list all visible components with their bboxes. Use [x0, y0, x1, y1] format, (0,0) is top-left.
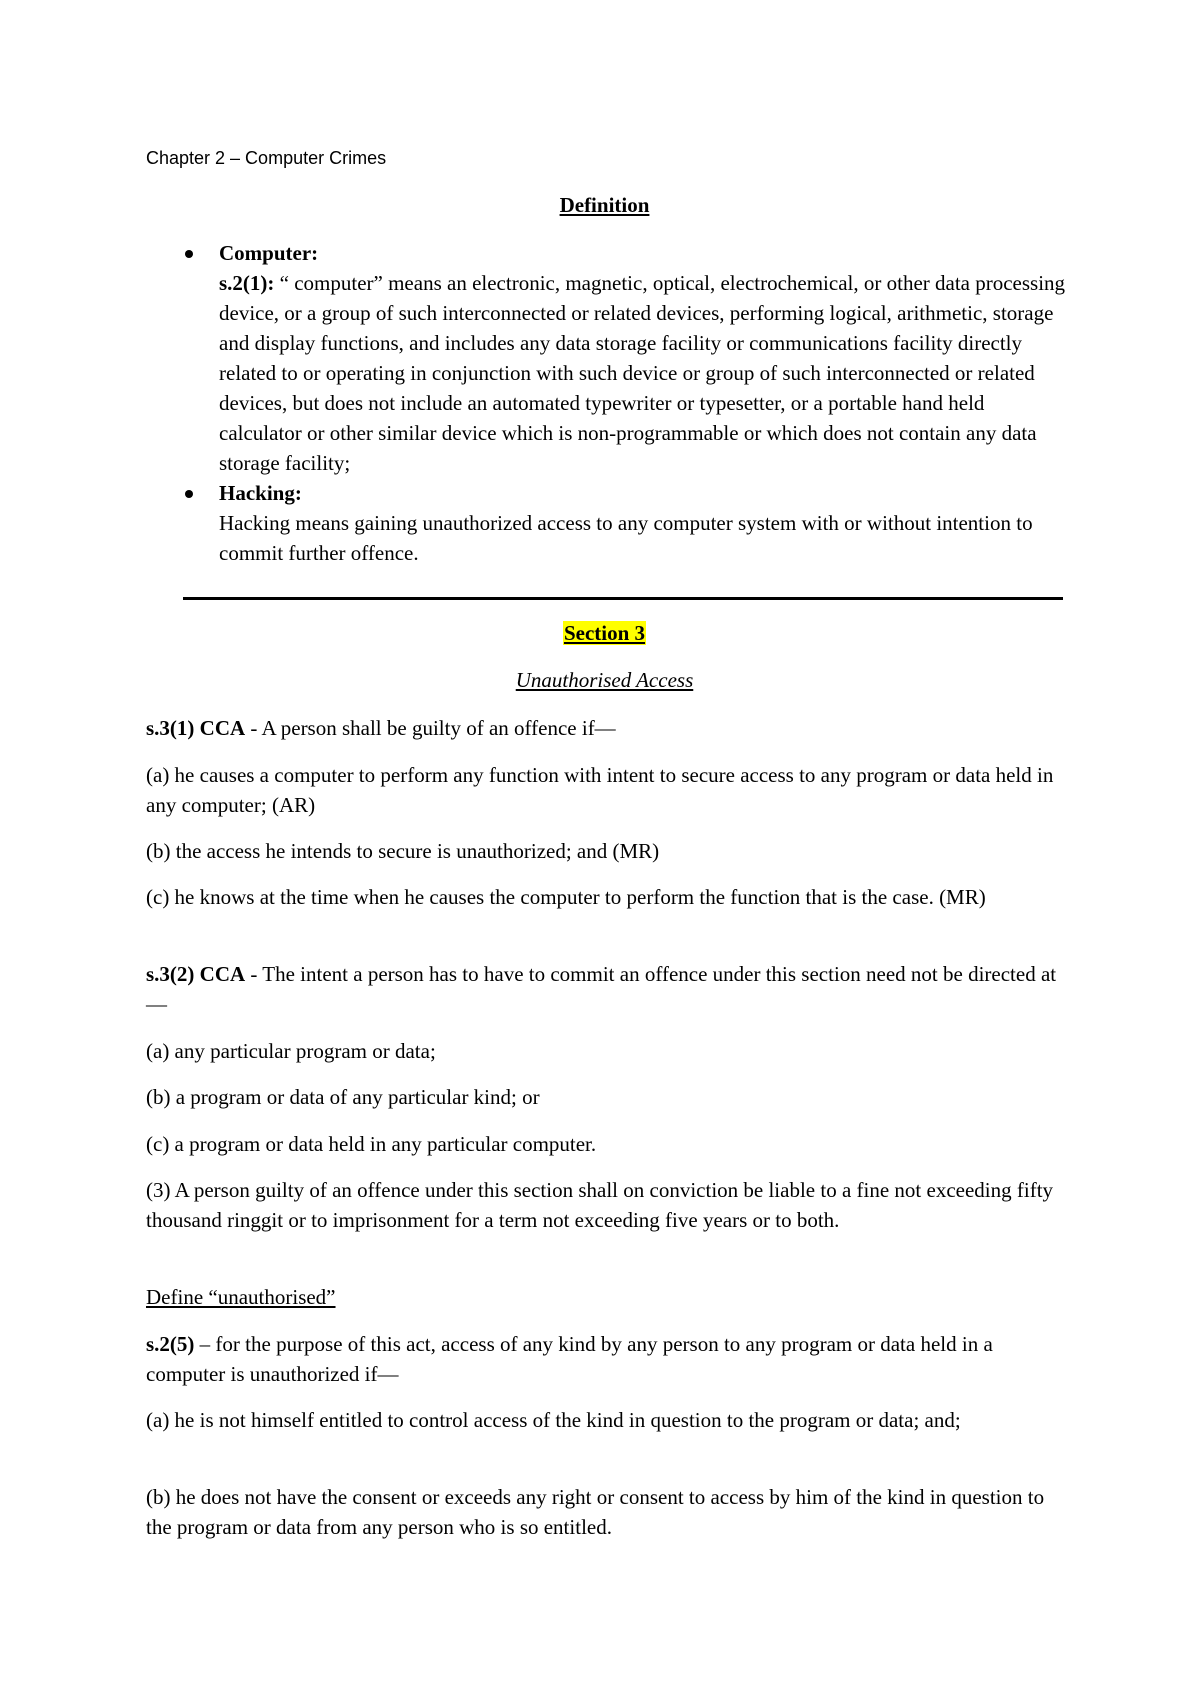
s3-1-b: (b) the access he intends to secure is unauthorized; and (MR)	[146, 839, 660, 863]
section-subheading: Unauthorised Access	[515, 668, 694, 692]
definition-list	[168, 238, 1068, 568]
s2-5-b: (b) he does not have the consent or exceeds any right or consent to access by him of the kind in question to the program or data from any person who is so entitled.	[146, 1485, 1045, 1539]
bullet-icon	[185, 250, 193, 258]
definition-term: Hacking:	[219, 481, 302, 505]
s3-2-ref: s.3(2) CCA	[146, 962, 246, 986]
s2-5-text: – for the purpose of this act, access of any kind by any person to any program or data held in a computer is unauthorized if—	[146, 1332, 993, 1386]
definition-item-computer	[168, 238, 1068, 478]
s3-2-c: (c) a program or data held in any particular computer.	[146, 1132, 597, 1156]
s3-2-paragraph	[146, 959, 1066, 1019]
chapter-title: Chapter 2 – Computer Crimes	[146, 148, 387, 168]
horizontal-divider	[183, 597, 1063, 600]
section-heading	[0, 620, 1200, 646]
definition-text: “ computer” means an electronic, magnetic, optical, electrochemical, or other data processing device, or a group of such interconnected or related devices, performing logical, arithmetic, storage and display functions, and includes any data storage facility or communications facility directly related to or operating in conjunction with such device or group of such interconnected or related devices, but does not include an automated typewriter or typesetter, or a portable hand held calculator or other similar device which is non-programmable or which does not contain any data storage facility;	[219, 271, 1066, 475]
s2-5-a: (a) he is not himself entitled to control access of the kind in question to the program or data; and;	[146, 1408, 961, 1432]
s3-1-text: - A person shall be guilty of an offence if—	[245, 716, 616, 740]
definition-text: Hacking means gaining unauthorized access to any computer system with or without intention to commit further offence.	[219, 511, 1033, 565]
s2-5-ref: s.2(5)	[146, 1332, 195, 1356]
s3-1-paragraph	[146, 713, 1066, 743]
s3-1-ref: s.3(1) CCA	[146, 716, 246, 740]
definition-term: Computer:	[219, 241, 319, 265]
definition-body	[219, 268, 1068, 478]
s3-2-a: (a) any particular program or data;	[146, 1039, 436, 1063]
s3-1-a: (a) he causes a computer to perform any function with intent to secure access to any program or data held in any computer; (AR)	[146, 763, 1054, 817]
definition-ref: s.2(1):	[219, 271, 275, 295]
s3-1-c: (c) he knows at the time when he causes the computer to perform the function that is the case. (MR)	[146, 885, 986, 909]
definition-item-hacking	[168, 478, 1068, 568]
s3-3-paragraph: (3) A person guilty of an offence under this section shall on conviction be liable to a fine not exceeding fifty thousand ringgit or to imprisonment for a term not exceeding five years or to both.	[146, 1178, 1054, 1232]
s2-5-paragraph	[146, 1329, 1066, 1389]
s3-2-text: - The intent a person has to have to commit an offence under this section need not be directed at—	[146, 962, 1057, 1016]
section-heading-highlight: Section 3	[563, 621, 646, 645]
bullet-icon	[185, 490, 193, 498]
define-unauthorised-heading: Define “unauthorised”	[146, 1285, 336, 1309]
definition-heading: Definition	[559, 193, 650, 217]
s3-2-b: (b) a program or data of any particular kind; or	[146, 1085, 540, 1109]
